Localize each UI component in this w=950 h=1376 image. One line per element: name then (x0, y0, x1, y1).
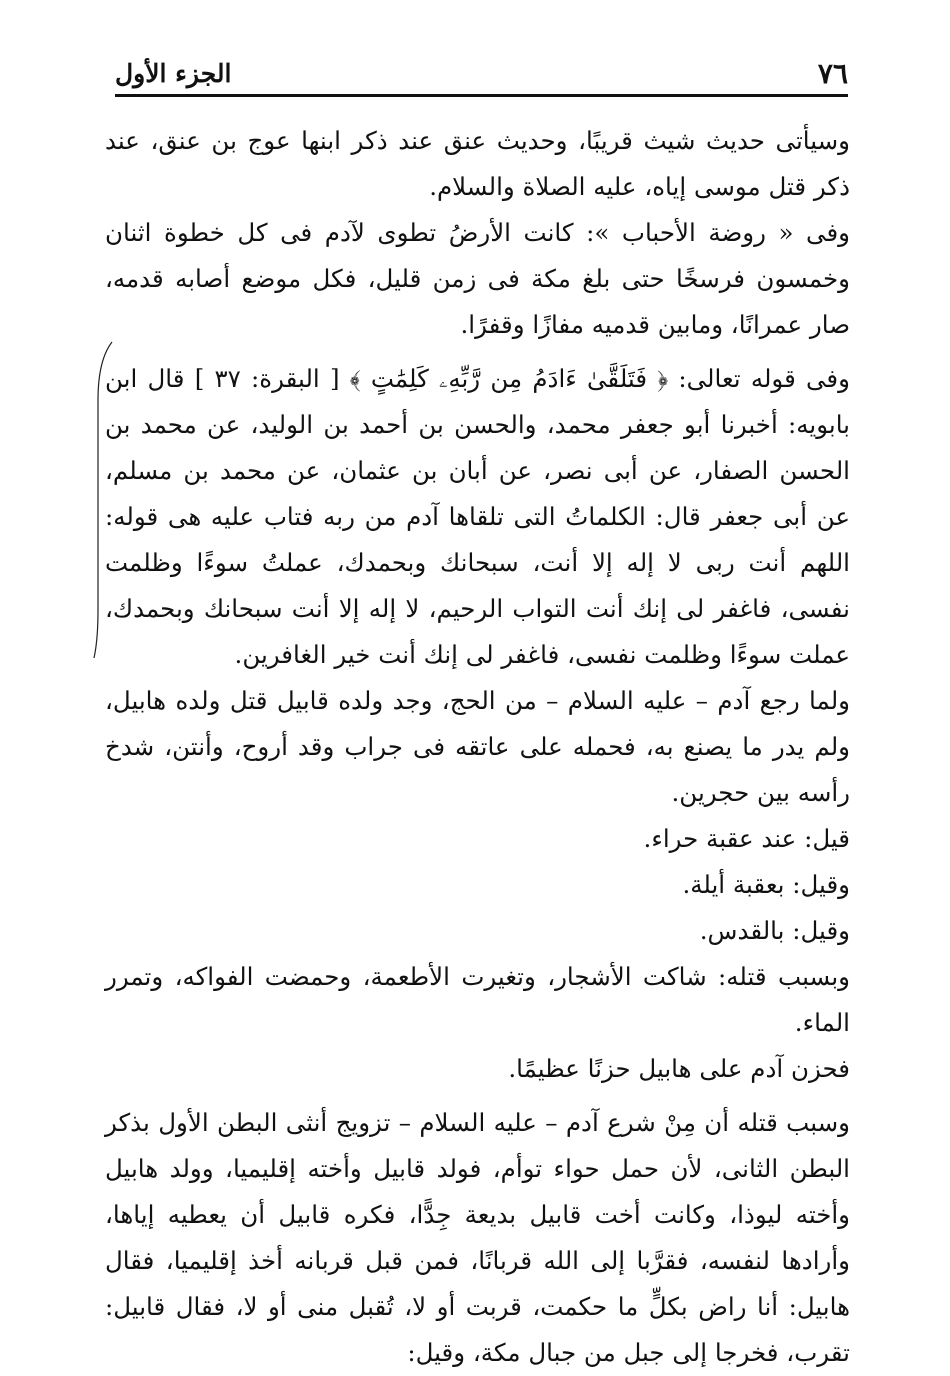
paragraph-4: ولما رجع آدم – عليه السلام – من الحج، وجد ولده قابيل قتل ولده هابيل، ولم يدر ما يصنع به، فحمله على عاتقه فى جراب وقد أروح، وأنتن، شدخ رأسه بين حجرين. (105, 686, 850, 807)
running-title: الجزء الأول (115, 59, 232, 88)
page-number: ٧٦ (817, 57, 848, 90)
paragraph-9: فحزن آدم على هابيل حزنًا عظيمًا. (508, 1054, 850, 1083)
paragraph-10: وسبب قتله أن مِنْ شرع آدم – عليه السلام – تزويج أنثى البطن الأول بذكر البطن الثانى، لأن حمل حواء توأم، فولد قابيل وأخته إقليميا، وولد هابيل وأخته ليوذا، وكانت أخت قابيل بديعة جِدًّا، فكره قابيل أن يعطيه إياها، وأرادها لنفسه، فقرَّبا إلى الله قربانًا، فمن قبل قربانه أخذ إقليميا، فقال هابيل: أنا راض بكلٍّ ما حكمت، قربت أو لا، تُقبل منى أو لا، فقال قابيل: تقرب، فخرجا إلى جبل من جبال مكة، وقيل: (105, 1108, 850, 1367)
paragraph-8: وبسبب قتله: شاكت الأشجار، وتغيرت الأطعمة، وحمضت الفواكه، وتمرر الماء. (105, 962, 850, 1037)
paragraph-1: وسيأتى حديث شيث قريبًا، وحديث عنق عند ذكر ابنها عوج بن عنق، عند ذكر قتل موسى إياه، عليه الصلاة والسلام. (105, 126, 850, 201)
page-body (105, 118, 850, 1376)
paragraph-5: قيل: عند عقبة حراء. (643, 824, 850, 853)
paragraph-7: وقيل: بالقدس. (699, 916, 850, 945)
page-header (115, 56, 848, 97)
paragraph-3: وفى قوله تعالى: ﴿ فَتَلَقَّىٰ ءَادَمُ مِن رَّبِّهِۦ كَلِمَٰتٍ ﴾ [ البقرة: ٣٧ ] قال ابن بابويه: أخبرنا أبو جعفر محمد، والحسن بن أحمد بن الوليد، عن محمد بن الحسن الصفار، عن أبى نصر، عن أبان بن عثمان، عن محمد بن مسلم، عن أبى جعفر قال: الكلماتُ التى تلقاها آدم من ربه فتاب عليه هى قوله: اللهم أنت ربى لا إله إلا أنت، سبحانك وبحمدك، عملتُ سوءًا وظلمت نفسى، فاغفر لى إنك أنت التواب الرحيم، لا إله إلا أنت سبحانك وبحمدك، عملت سوءًا وظلمت نفسى، فاغفر لى إنك أنت خير الغافرين. (105, 364, 850, 669)
paragraph-2: وفى « روضة الأحباب »: كانت الأرضُ تطوى لآدم فى كل خطوة اثنان وخمسون فرسخًا حتى بلغ مكة فى زمن قليل، فكل موضع أصابه قدمه، صار عمرانًا، ومابين قدميه مفازًا وقفرًا. (105, 218, 850, 339)
paragraph-6: وقيل: بعقبة أيلة. (682, 870, 850, 899)
